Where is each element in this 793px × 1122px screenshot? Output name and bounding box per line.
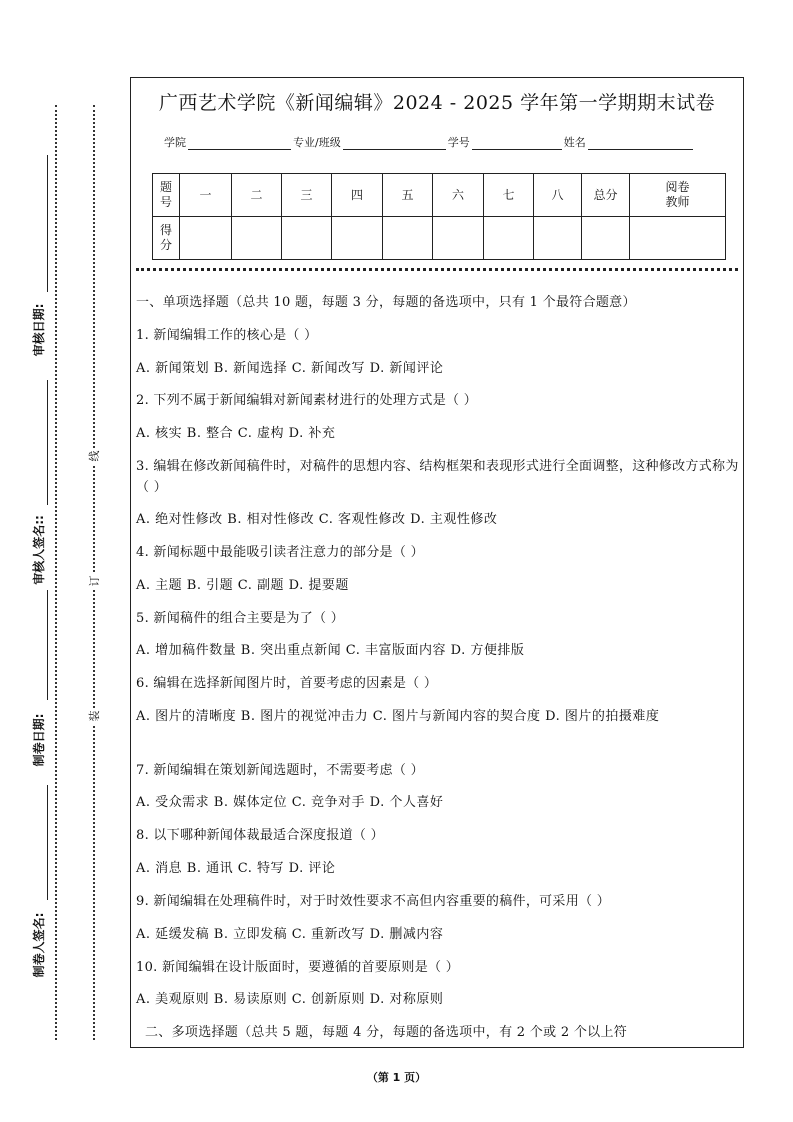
major-class-field[interactable] [343, 137, 446, 150]
column-header: 二 [232, 174, 282, 217]
reviewer-date-blank[interactable] [47, 155, 48, 292]
question-6-stem: 6. 编辑在选择新闻图片时，首要考虑的因素是（ ） [136, 676, 438, 691]
binding-mark-xian: 线 [86, 448, 102, 464]
question-8-options: A. 消息 B. 通讯 C. 特写 D. 评论 [136, 861, 336, 876]
maker-date-blank[interactable] [47, 590, 48, 700]
score-cell[interactable] [383, 217, 433, 260]
column-header: 五 [383, 174, 433, 217]
question-10-options: A. 美观原则 B. 易读原则 C. 创新原则 D. 对称原则 [136, 992, 444, 1007]
question-10-stem: 10. 新闻编辑在设计版面时，要遵循的首要原则是（ ） [136, 960, 460, 975]
section2-heading: 二、多项选择题（总共 5 题，每题 4 分，每题的备选项中，有 2 个或 2 个以上符 [145, 1025, 628, 1040]
binding-mark-zhuang: 装 [86, 708, 102, 724]
exam-title: 广西艺术学院《新闻编辑》2024 - 2025 学年第一学期期末试卷 [158, 92, 716, 114]
column-header: 七 [484, 174, 534, 217]
reviewer-sign-blank[interactable] [47, 380, 48, 505]
column-header: 六 [433, 174, 484, 217]
score-table [152, 173, 726, 260]
binding-mark-ding: 订 [86, 573, 102, 589]
maker-sign-blank[interactable] [47, 785, 48, 900]
question-9-stem: 9. 新闻编辑在处理稿件时，对于时效性要求不高但内容重要的稿件，可采用（ ） [136, 894, 611, 909]
score-cell-total[interactable] [582, 217, 630, 260]
question-6-options: A. 图片的清晰度 B. 图片的视觉冲击力 C. 图片与新闻内容的契合度 D. 图片的拍摄难度 [136, 709, 660, 724]
reviewer-date-label: 审核日期: [31, 303, 46, 357]
college-label: 学院 [164, 136, 186, 149]
maker-date-label: 制卷日期: [31, 713, 46, 767]
name-field[interactable] [588, 137, 693, 150]
question-7-stem: 7. 新闻编辑在策划新闻选题时，不需要考虑（ ） [136, 763, 424, 778]
maker-sign-label: 制卷人签名: [31, 912, 46, 978]
header-separator [136, 268, 738, 271]
column-header-grader: 阅卷 教师 [630, 174, 726, 217]
column-header: 三 [282, 174, 332, 217]
score-cell-grader[interactable] [630, 217, 726, 260]
major-class-label: 专业/班级 [293, 136, 341, 149]
exam-paper-frame [130, 77, 744, 1048]
question-5-options: A. 增加稿件数量 B. 突出重点新闻 C. 丰富版面内容 D. 方便排版 [136, 643, 525, 658]
score-cell[interactable] [282, 217, 332, 260]
student-info-row [164, 134, 695, 150]
row-label-score: 得 分 [153, 217, 180, 260]
section1-heading: 一、单项选择题（总共 10 题，每题 3 分，每题的备选项中，只有 1 个最符合题意） [136, 295, 636, 310]
column-header: 四 [332, 174, 383, 217]
question-3-options: A. 绝对性修改 B. 相对性修改 C. 客观性修改 D. 主观性修改 [136, 512, 498, 527]
row-label-question-number: 题 号 [153, 174, 180, 217]
student-id-label: 学号 [447, 136, 470, 149]
question-9-options: A. 延缓发稿 B. 立即发稿 C. 重新改写 D. 删减内容 [136, 927, 444, 942]
student-id-field[interactable] [472, 137, 562, 150]
question-5-stem: 5. 新闻稿件的组合主要是为了（ ） [136, 611, 345, 626]
college-field[interactable] [188, 137, 291, 150]
score-cell[interactable] [180, 217, 232, 260]
question-2-stem: 2. 下列不属于新闻编辑对新闻素材进行的处理方式是（ ） [136, 393, 478, 408]
column-header: 一 [180, 174, 232, 217]
reviewer-sign-label: 审核人签名:: [31, 515, 46, 585]
question-1-stem: 1. 新闻编辑工作的核心是（ ） [136, 328, 318, 343]
question-4-options: A. 主题 B. 引题 C. 副题 D. 提要题 [136, 578, 349, 593]
score-cell[interactable] [534, 217, 582, 260]
score-cell[interactable] [484, 217, 534, 260]
score-cell[interactable] [433, 217, 484, 260]
question-7-options: A. 受众需求 B. 媒体定位 C. 竞争对手 D. 个人喜好 [136, 795, 444, 810]
name-label: 姓名 [563, 136, 586, 149]
score-cell[interactable] [332, 217, 383, 260]
score-cell[interactable] [232, 217, 282, 260]
question-2-options: A. 核实 B. 整合 C. 虚构 D. 补充 [136, 426, 336, 441]
column-header: 八 [534, 174, 582, 217]
page-number: （第 1 页） [366, 1071, 427, 1084]
question-8-stem: 8. 以下哪种新闻体裁最适合深度报道（ ） [136, 828, 384, 843]
question-4-stem: 4. 新闻标题中最能吸引读者注意力的部分是（ ） [136, 545, 424, 560]
column-header-total: 总分 [582, 174, 630, 217]
question-3-stem: 3. 编辑在修改新闻稿件时，对稿件的思想内容、结构框架和表现形式进行全面调整，这种修改方式称为（ ） [136, 459, 739, 495]
question-1-options: A. 新闻策划 B. 新闻选择 C. 新闻改写 D. 新闻评论 [136, 361, 444, 376]
